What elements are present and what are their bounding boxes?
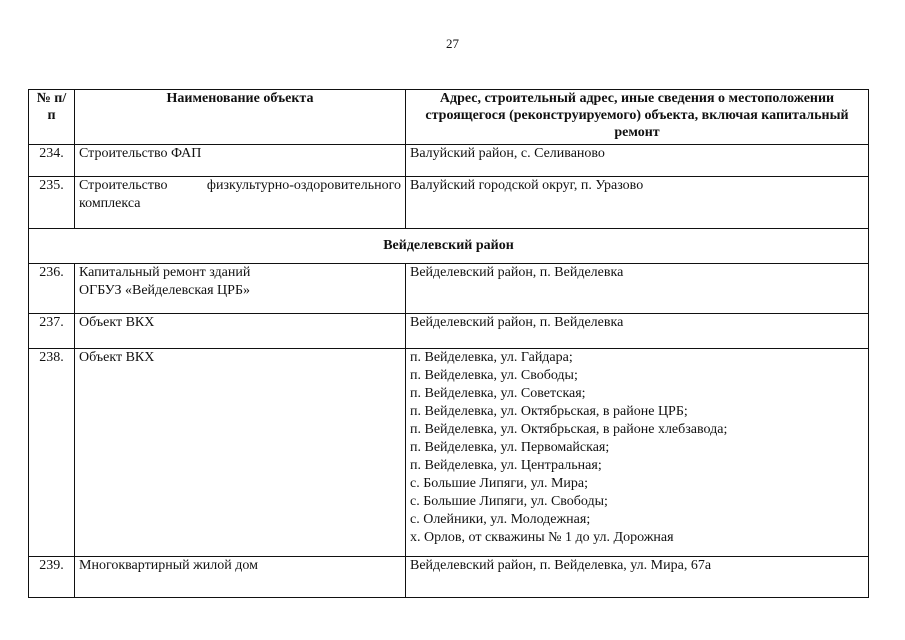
table-header-row — [29, 90, 869, 145]
row-name: Строительство ФАП — [75, 145, 406, 177]
row-name: Объект ВКХ — [75, 314, 406, 349]
table-row — [29, 177, 869, 229]
table-row — [29, 349, 869, 557]
row-num: 238. — [29, 349, 75, 557]
address-line: п. Вейделевка, ул. Октябрьская, в районе ЦРБ; — [410, 404, 688, 419]
row-address: Вейделевский район, п. Вейделевка, ул. Мира, 67а — [406, 557, 869, 598]
row-name: Многоквартирный жилой дом — [75, 557, 406, 598]
table-row — [29, 145, 869, 177]
section-row — [29, 229, 869, 264]
row-name-line: Капитальный ремонт зданий — [79, 265, 251, 280]
row-num: 235. — [29, 177, 75, 229]
address-line: с. Большие Липяги, ул. Свободы; — [410, 494, 608, 509]
table-row — [29, 314, 869, 349]
address-line: п. Вейделевка, ул. Гайдара; — [410, 350, 573, 365]
row-address: Валуйский городской округ, п. Уразово — [406, 177, 869, 229]
row-name-line: ОГБУЗ «Вейделевская ЦРБ» — [79, 283, 250, 298]
address-line: п. Вейделевка, ул. Центральная; — [410, 458, 602, 473]
address-line: х. Орлов, от скважины № 1 до ул. Дорожная — [410, 530, 674, 545]
address-line: п. Вейделевка, ул. Октябрьская, в районе хлебзавода; — [410, 422, 728, 437]
row-address-list — [406, 349, 869, 557]
header-address: Адрес, строительный адрес, иные сведения о местоположении строящегося (реконструируемого) объекта, включая капитальный ремонт — [406, 90, 869, 145]
row-name — [75, 264, 406, 314]
row-num: 237. — [29, 314, 75, 349]
page-number: 27 — [446, 36, 459, 51]
row-num: 236. — [29, 264, 75, 314]
row-address: Вейделевский район, п. Вейделевка — [406, 264, 869, 314]
address-line: п. Вейделевка, ул. Советская; — [410, 386, 586, 401]
table-row — [29, 264, 869, 314]
address-line: с. Олейники, ул. Молодежная; — [410, 512, 591, 527]
address-line: п. Вейделевка, ул. Первомайская; — [410, 440, 610, 455]
row-num: 239. — [29, 557, 75, 598]
table-row — [29, 557, 869, 598]
header-num: № п/п — [29, 90, 75, 145]
row-num: 234. — [29, 145, 75, 177]
row-address: Валуйский район, с. Селиваново — [406, 145, 869, 177]
row-name: Объект ВКХ — [75, 349, 406, 557]
objects-table — [28, 89, 869, 598]
address-line: п. Вейделевка, ул. Свободы; — [410, 368, 578, 383]
row-name: Строительство физкультурно-оздоровительного комплекса — [75, 177, 406, 229]
header-name: Наименование объекта — [75, 90, 406, 145]
address-line: с. Большие Липяги, ул. Мира; — [410, 476, 588, 491]
section-title: Вейделевский район — [29, 229, 869, 264]
row-address: Вейделевский район, п. Вейделевка — [406, 314, 869, 349]
